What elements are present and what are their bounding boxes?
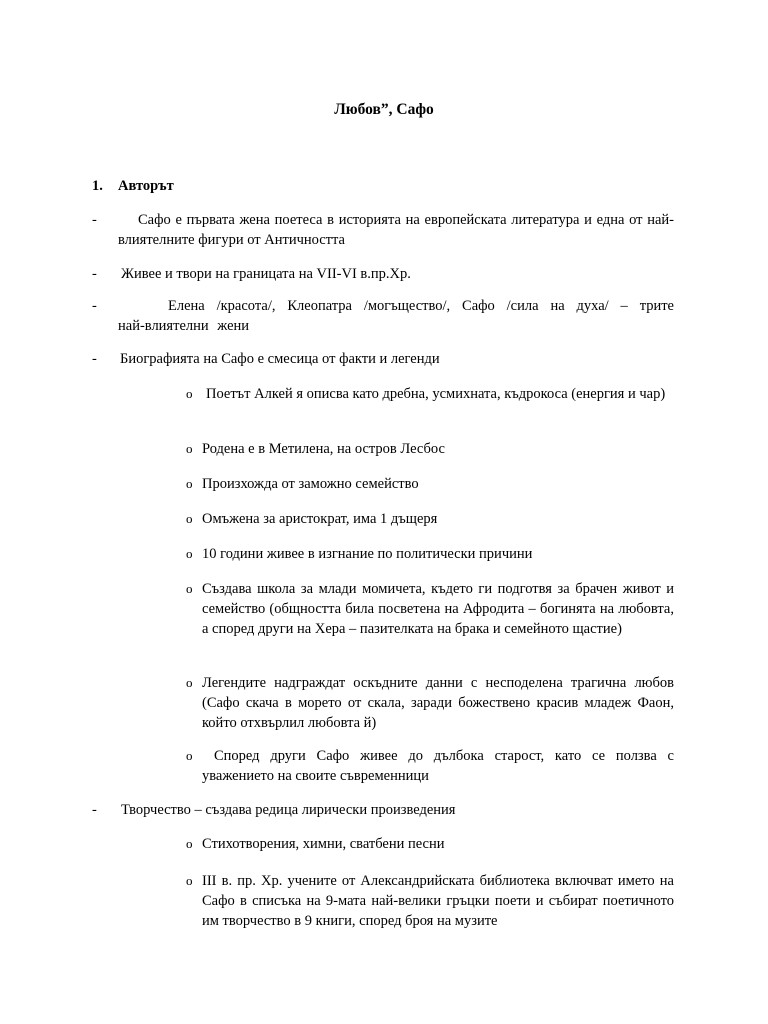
dash-bullet: -: [92, 212, 97, 228]
dash-bullet: -: [92, 298, 97, 314]
sub-list-item: [186, 834, 674, 854]
sub-list-item: [186, 673, 674, 733]
list-item-text: Сафо е първата жена поетеса в историята на европейската литература и една от най-влиятелните фигури от Античността: [118, 212, 674, 248]
circle-bullet: o: [186, 675, 193, 690]
list-item-text: Живее и твори на границата на VII-VI в.пр.Хр.: [121, 266, 411, 282]
sub-list-item-text: Създава школа за млади момичета, където ги подготвя за брачен живот и семейство (общността била посветена на Афродита – богинята на любовта, а според други на Хера – пазителката на брака и семейното щастие): [202, 581, 674, 637]
sub-list-item-text: Легендите надграждат оскъдните данни с несподелена трагична любов (Сафо скача в морето от скала, заради божествено красив младеж Фаон, който отхвърлил любовта й): [202, 675, 674, 731]
sub-list-item: [186, 746, 674, 786]
circle-bullet: o: [186, 581, 193, 596]
dash-bullet: -: [92, 266, 97, 282]
section-label: Авторът: [118, 178, 174, 194]
sub-list-item: [186, 871, 674, 931]
list-item: [92, 296, 674, 336]
dash-bullet: -: [92, 802, 97, 818]
section-number: 1.: [92, 178, 103, 194]
circle-bullet: o: [186, 748, 193, 763]
list-item-text: Биографията на Сафо е смесица от факти и легенди: [120, 351, 440, 367]
sub-list-item-text: Произхожда от заможно семейство: [202, 476, 419, 492]
sub-list-item: [186, 509, 674, 529]
sub-list-item: [186, 439, 674, 459]
sub-list-item-text: Стихотворения, химни, сватбени песни: [202, 836, 445, 852]
list-item: [92, 210, 674, 250]
circle-bullet: o: [186, 836, 193, 851]
sub-list-item: [186, 384, 674, 404]
list-item: [92, 349, 674, 369]
sub-list-item-text: Поетът Алкей я описва като дребна, усмихната, къдрокоса (енергия и чар): [206, 386, 666, 402]
dash-bullet: -: [92, 351, 97, 367]
sub-list-item: [186, 579, 674, 639]
sub-list-item: [186, 474, 674, 494]
page-title: Любов”, Сафо: [334, 101, 434, 118]
circle-bullet: o: [186, 511, 193, 526]
circle-bullet: o: [186, 441, 193, 456]
sub-list-item-text: Според други Сафо живее до дълбока старост, като се ползва с уважението на своите съвременници: [202, 748, 674, 784]
circle-bullet: o: [186, 386, 193, 401]
sub-list-item-text: Родена е в Метилена, на остров Лесбос: [202, 441, 445, 457]
list-item: [92, 800, 674, 820]
list-item-text: Елена /красота/, Клеопатра /могъщество/, Сафо /сила на духа/ – трите най-влиятелни жени: [118, 298, 674, 334]
sub-list-item-text: 10 години живее в изгнание по политически причини: [202, 546, 533, 562]
sub-list-item-text: Омъжена за аристократ, има 1 дъщеря: [202, 511, 438, 527]
sub-list-item: [186, 544, 674, 564]
circle-bullet: o: [186, 476, 193, 491]
circle-bullet: o: [186, 873, 193, 888]
list-item-text: Творчество – създава редица лирически произведения: [121, 802, 456, 818]
sub-list-item-text: III в. пр. Хр. учените от Александрийската библиотека включват името на Сафо в списъка на 9-мата най-велики гръцки поети и събират поетичното им творчество в 9 книги, според броя на музите: [202, 873, 674, 929]
section-heading: [92, 176, 174, 196]
circle-bullet: o: [186, 546, 193, 561]
list-item: [92, 264, 674, 284]
